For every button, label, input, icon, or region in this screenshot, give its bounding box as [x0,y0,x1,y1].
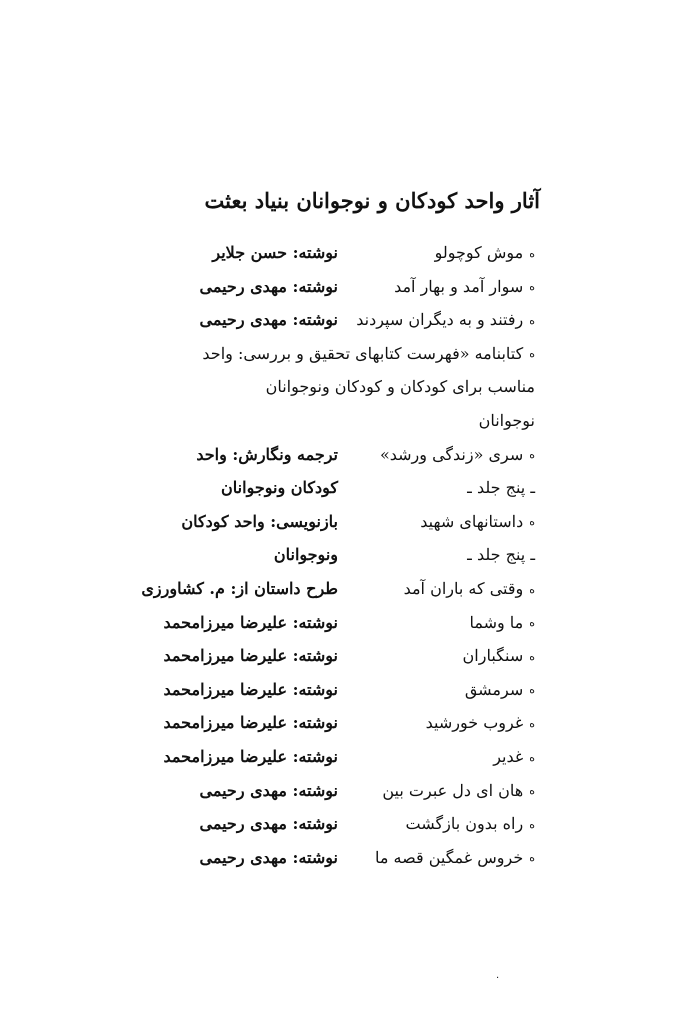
book-author: نوشته: مهدی رحیمی [199,310,338,330]
publication-list [0,236,700,874]
bullet-icon: ه [529,582,535,596]
bullet-icon: ه [529,717,535,731]
volume-note: ـ پنج جلد ـ [467,478,535,498]
book-title-text: سری «زندگی ورشد» [379,444,524,464]
book-title-text: کتابنامه «فهرست کتابهای تحقیق و بررسی: واحد [202,343,524,363]
book-title-text: داستانهای شهید [420,511,524,531]
book-author: طرح داستان از: م. کشاورزی [141,578,338,598]
book-title-text: غدیر [493,746,524,766]
list-item [0,774,700,808]
bullet-icon: ه [529,280,535,294]
bullet-icon: ه [529,246,535,260]
bullet-icon: ه [529,313,535,327]
continuation-text: مناسب برای کودکان و کودکان ونوجوانان [265,377,535,397]
book-title-text: رفتند و به دیگران سپردند [356,310,524,330]
continuation-text: نوجوانان [478,410,535,430]
list-item [0,337,700,371]
book-title [305,841,535,875]
book-title-text: سرمشق [464,679,524,699]
book-title [305,706,535,740]
bullet-icon: ه [529,851,535,865]
list-item [0,270,700,304]
page-number-mark: . [496,970,500,981]
book-author: ترجمه ونگارش: واحد [196,444,338,464]
list-item [0,740,700,774]
bullet-icon: ه [529,683,535,697]
book-author: نوشته: علیرضا میرزامحمد [163,746,338,766]
book-author: بازنویسی: واحد کودکان [181,511,338,531]
list-item [0,303,700,337]
bullet-icon: ه [529,817,535,831]
book-title-text: هان ای دل عبرت بین [382,780,524,800]
book-author: نوشته: مهدی رحیمی [199,814,338,834]
list-item [0,841,700,875]
book-title [305,505,535,539]
book-author: نوشته: علیرضا میرزامحمد [163,713,338,733]
list-item [0,538,700,572]
book-title-text: غروب خورشید [425,713,524,733]
book-title [305,572,535,606]
list-item [0,236,700,270]
book-title-text: سنگباران [462,646,524,666]
book-title-text: راه بدون بازگشت [405,814,524,834]
list-item [0,807,700,841]
book-title-text: وقتی که باران آمد [403,578,524,598]
bullet-icon: ه [529,347,535,361]
book-title [305,673,535,707]
list-item [0,471,700,505]
list-item [0,639,700,673]
book-title [305,270,535,304]
book-author: کودکان ونوجوانان [221,478,338,498]
list-item [0,438,700,472]
bullet-icon: ه [529,784,535,798]
book-title [305,236,535,270]
list-item [0,706,700,740]
list-item [0,606,700,640]
book-title [305,774,535,808]
book-title-text: سوار آمد و بهار آمد [394,276,524,296]
book-author: ونوجوانان [273,545,338,565]
list-item [0,505,700,539]
volume-note: ـ پنج جلد ـ [467,545,535,565]
list-item-continued [0,404,700,438]
book-title [305,606,535,640]
book-title [305,740,535,774]
book-author: نوشته: علیرضا میرزامحمد [163,612,338,632]
book-title [165,337,535,371]
book-title-text: ما وشما [469,612,524,632]
book-title [305,438,535,472]
list-item-continued [0,370,700,404]
book-author: نوشته: علیرضا میرزامحمد [163,646,338,666]
bullet-icon: ه [529,448,535,462]
list-item [0,673,700,707]
bullet-icon: ه [529,515,535,529]
page-title: آثار واحد کودکان و نوجوانان بنیاد بعثت [204,188,540,213]
book-author: نوشته: مهدی رحیمی [199,276,338,296]
book-author: نوشته: مهدی رحیمی [199,780,338,800]
book-title-text: خروس غمگین قصه ما [374,847,524,867]
book-title [305,303,535,337]
book-author: نوشته: علیرضا میرزامحمد [163,679,338,699]
book-author: نوشته: مهدی رحیمی [199,847,338,867]
book-title [305,639,535,673]
bullet-icon: ه [529,750,535,764]
list-item [0,572,700,606]
book-title [305,807,535,841]
book-author: نوشته: حسن جلایر [212,243,338,262]
bullet-icon: ه [529,649,535,663]
book-title-text: موش کوچولو [434,243,524,262]
bullet-icon: ه [529,616,535,630]
